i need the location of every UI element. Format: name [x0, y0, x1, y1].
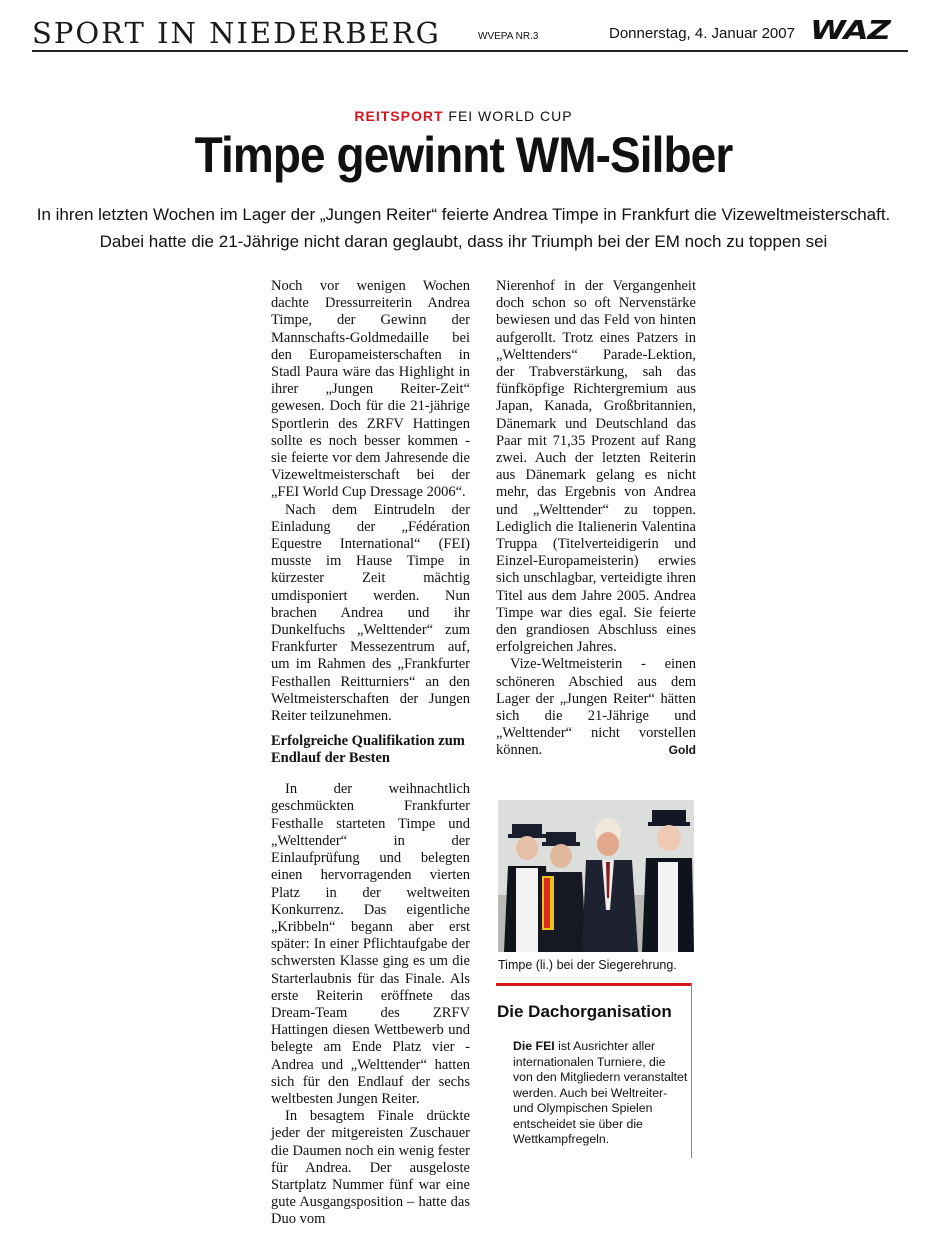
infobox-lead-bold: Die FEI: [513, 1039, 555, 1053]
paragraph: Noch vor wenigen Wochen dachte Dressurreiterin Andrea Timpe, der Gewinn der Mannschafts-Goldmedaille bei den Europameisterschaften in Stadl Paura wäre das Highlight in ihrer „Jungen Reiter-Zeit“ gewesen. Doch für die 21-jährige Sportlerin des ZRFV Hattingen sollte es noch besser kommen - sie feierte vor dem Jahresende die Vizeweltmeisterschaft bei der „FEI World Cup Dressage 2006“.: [271, 278, 470, 501]
publication-date: Donnerstag, 4. Januar 2007: [609, 25, 795, 42]
article-column-1: [271, 278, 470, 1229]
award-ceremony-photo: [498, 800, 694, 952]
paragraph: In der weihnachtlich geschmückten Frankfurter Festhalle starteten Timpe und „Welttender“ in der Einlaufprüfung und belegten einen hervorragenden vierten Platz in der weltweiten Konkurrenz. Das eigentliche „Kribbeln“ begann aber erst später: In einer Pflichtaufgabe der schwersten Klasse ging es um die Starterlaubnis für das Finale. Als erste Reiterin eröffnete das Dream-Team des ZRFV Hattingen diesen Wettbewerb und belegte am Ende Platz vier - Andrea und „Welttender“ hatten sich für den Endlauf der sechs weltbesten Jungen Reiter.: [271, 781, 470, 1107]
article-column-2: [496, 278, 696, 760]
author-signature: Gold: [668, 743, 696, 758]
award-ceremony-image: [498, 800, 694, 952]
paragraph-text: Vize-Weltmeisterin - einen schöneren Abschied aus dem Lager der „Jungen Reiter“ hätten sich die 21-Jährige und „Welttender“ nicht vorstellen können.: [496, 656, 696, 759]
edition-number: WVEPA NR.3: [478, 31, 539, 42]
kicker-topic: REITSPORT: [354, 108, 444, 124]
paragraph: Nierenhof in der Vergangenheit doch schon so oft Nervenstärke bewiesen und das Feld von hinten aufgerollt. Trotz eines Patzers in „Welttenders“ Parade-Lektion, der Trabverstärkung, sah das fünfköpfige Richtergremium aus Japan, Kanada, Großbritannien, Dänemark und Deutschland das Paar mit 71,35 Prozent auf Rang zwei. Auch der letzten Reiterin aus Dänemark gelang es nicht mehr, das Ergebnis von Andrea und „Welttender“ zu toppen. Lediglich die Italienerin Valentina Truppa (Titelverteidigerin und Einzel-Europameisterin) erwies sich unschlagbar, verteidigte ihren Titel aus dem Jahre 2005. Andrea Timpe war dies egal. Sie feierte den grandiosen Abschluss eines erfolgreichen Jahres.: [496, 278, 696, 656]
paragraph: [496, 656, 696, 759]
paragraph: In besagtem Finale drückte jeder der mitgereisten Zuschauer die Daumen noch ein wenig fester für Andrea. Der ausgeloste Startplatz Nummer fünf war eine gute Ausgangsposition – hatte das Duo vom: [271, 1108, 470, 1228]
article-lead-line-1: In ihren letzten Wochen im Lager der „Jungen Reiter“ feierte Andrea Timpe in Frankfurt die Vizeweltmeisterschaft.: [36, 205, 891, 224]
infobox-side-rule: [691, 983, 692, 1158]
infobox-title: Die Dachorganisation: [497, 1002, 672, 1021]
article-lead-line-2: Dabei hatte die 21-Jährige nicht daran geglaubt, dass ihr Triumph bei der EM noch zu toppen sei: [99, 232, 828, 251]
photo-caption: Timpe (li.) bei der Siegerehrung.: [498, 958, 677, 972]
infobox-body: ist Ausrichter aller internationalen Turniere, die von den Mitgliedern veranstaltet werden. Auch bei Weltreiter- und Olympischen Spielen entscheidet sie über die Wettkampfregeln.: [513, 1039, 688, 1146]
header-divider: [32, 50, 908, 52]
article-subheading: Erfolgreiche Qualifikation zum Endlauf der Besten: [271, 733, 465, 767]
article-kicker: [0, 108, 927, 124]
newspaper-logo: WAZ: [810, 16, 890, 46]
infobox-text: [513, 1039, 688, 1148]
section-title: SPORT IN NIEDERBERG: [32, 16, 441, 50]
article-headline: Timpe gewinnt WM-Silber: [194, 127, 733, 183]
paragraph: Nach dem Eintrudeln der Einladung der „Fédération Equestre International“ (FEI) musste im Hause Timpe in kürzester Zeit mächtig umdisponiert werden. Nun brachen Andrea und ihr Dunkelfuchs „Welttender“ zum Frankfurter Messezentrum auf, um im Rahmen des „Frankfurter Festhallen Reitturniers“ an den Weltmeisterschaften der Jungen Reiter teilzunehmen.: [271, 501, 470, 725]
infobox-top-rule: [496, 983, 692, 986]
kicker-subtopic: FEI WORLD CUP: [448, 108, 573, 124]
